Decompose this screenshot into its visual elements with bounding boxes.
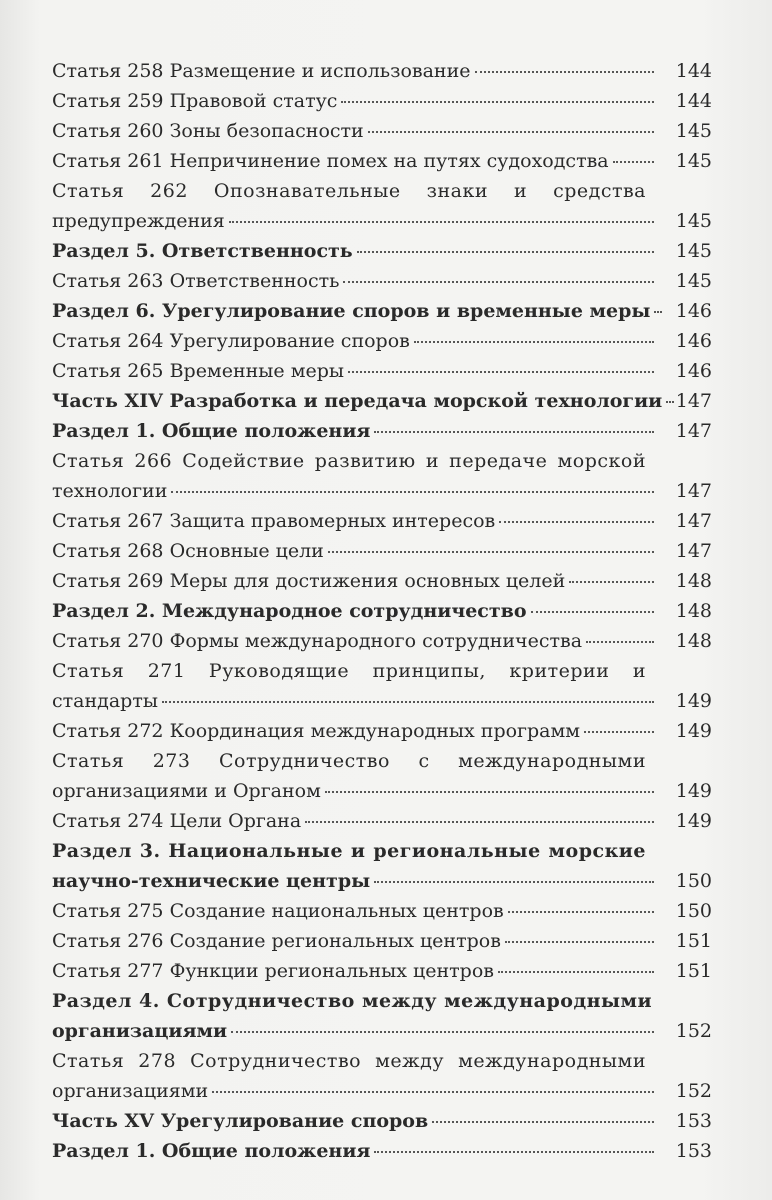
toc-page-number: 147: [675, 390, 712, 412]
toc-entry: [52, 86, 712, 116]
toc-page-number: 146: [675, 300, 712, 322]
toc-entry: [52, 416, 712, 446]
toc-entry-title: Статья 263 Ответственность: [52, 270, 340, 292]
toc-entry-title: Часть XIV Разработка и передача морской технологии: [52, 390, 663, 412]
dot-leader: [368, 131, 654, 133]
toc-page-number: 149: [675, 780, 712, 802]
toc-entry: [52, 236, 712, 266]
toc-entry-title: Статья 264 Урегулирование споров: [52, 330, 410, 352]
dot-leader: [475, 71, 654, 73]
dot-leader: [325, 791, 654, 793]
toc-page-number: 148: [675, 600, 712, 622]
toc-page-number: 151: [675, 930, 712, 952]
toc-entry-title: Статья 277 Функции региональных центров: [52, 960, 494, 982]
dot-leader: [584, 731, 654, 733]
dot-leader: [229, 221, 654, 223]
toc-entry-title-line2: стандарты: [52, 690, 158, 712]
dot-leader: [357, 251, 654, 253]
toc-entry-title-line2: организациями: [52, 1080, 209, 1102]
dot-leader: [343, 281, 654, 283]
toc-entry: [52, 986, 712, 1046]
dot-leader: [348, 371, 654, 373]
toc-entry: [52, 716, 712, 746]
dot-leader: [212, 1091, 654, 1093]
toc-entry: [52, 266, 712, 296]
toc-page-number: 150: [675, 900, 712, 922]
toc-entry: [52, 356, 712, 386]
toc-entry: [52, 806, 712, 836]
dot-leader: [586, 641, 654, 643]
toc-entry: [52, 626, 712, 656]
toc-entry-title-line2: организациями и Органом: [52, 780, 321, 802]
toc-entry: [52, 446, 712, 506]
dot-leader: [374, 881, 654, 883]
toc-page-number: 145: [675, 120, 712, 142]
toc-page-number: 153: [675, 1140, 712, 1162]
toc-entry: [52, 326, 712, 356]
toc-page-number: 144: [675, 60, 712, 82]
toc-entry: [52, 1046, 712, 1106]
toc-entry-title: Раздел 2. Международное сотрудничество: [52, 600, 527, 622]
toc-entry: [52, 296, 712, 326]
toc-entry-title: Статья 265 Временные меры: [52, 360, 344, 382]
toc-entry: [52, 656, 712, 716]
toc-entry: [52, 926, 712, 956]
dot-leader: [613, 161, 654, 163]
toc-page-number: 147: [675, 420, 712, 442]
toc-entry: [52, 386, 712, 416]
dot-leader: [414, 341, 654, 343]
toc-entry-title: Статья 268 Основные цели: [52, 540, 324, 562]
toc-entry-title-line1: Раздел 3. Национальные и региональные морские: [52, 840, 646, 862]
toc-entry-title-line1: Статья 273 Сотрудничество с международными: [52, 750, 646, 772]
dot-leader: [305, 821, 654, 823]
toc-entry-title: Статья 270 Формы международного сотрудничества: [52, 630, 583, 652]
toc-page-number: 144: [675, 90, 712, 112]
dot-leader: [432, 1121, 654, 1123]
toc-entry-title-line2: предупреждения: [52, 210, 225, 232]
toc-page-number: 145: [675, 270, 712, 292]
toc-page-number: 149: [675, 690, 712, 712]
toc-entry-title-line2: научно-технические центры: [52, 870, 371, 892]
toc-entry-title: Раздел 6. Урегулирование споров и временные меры: [52, 300, 651, 322]
toc-entry-title: Статья 259 Правовой статус: [52, 90, 338, 112]
dot-leader: [531, 611, 654, 613]
toc-entry-title: Раздел 1. Общие положения: [52, 1140, 371, 1162]
toc-entry-title: Статья 260 Зоны безопасности: [52, 120, 364, 142]
dot-leader: [505, 941, 654, 943]
toc-entry-title: Статья 276 Создание региональных центров: [52, 930, 501, 952]
toc-entry: [52, 836, 712, 896]
toc-page-number: 149: [675, 810, 712, 832]
toc-page-number: 149: [675, 720, 712, 742]
toc-page-number: 148: [675, 570, 712, 592]
table-of-contents: [52, 56, 712, 1166]
toc-entry-title: Статья 258 Размещение и использование: [52, 60, 471, 82]
toc-entry-title-line1: Статья 271 Руководящие принципы, критерии и: [52, 660, 646, 682]
dot-leader: [231, 1031, 654, 1033]
toc-entry: [52, 506, 712, 536]
toc-entry: [52, 746, 712, 806]
toc-page-number: 146: [675, 360, 712, 382]
toc-page-number: 147: [675, 480, 712, 502]
toc-entry-title-line2: организациями: [52, 1020, 228, 1042]
dot-leader: [569, 581, 654, 583]
toc-page-number: 147: [675, 540, 712, 562]
dot-leader: [374, 431, 654, 433]
toc-entry-title: Статья 267 Защита правомерных интересов: [52, 510, 496, 532]
toc-entry: [52, 1106, 712, 1136]
toc-entry-title-line1: Статья 266 Содействие развитию и передаче морской: [52, 450, 646, 472]
toc-page-number: 145: [675, 240, 712, 262]
toc-entry-title-line1: Раздел 4. Сотрудничество между международными: [52, 990, 653, 1012]
toc-entry: [52, 146, 712, 176]
toc-entry: [52, 956, 712, 986]
toc-page-number: 151: [675, 960, 712, 982]
toc-page-number: 147: [675, 510, 712, 532]
dot-leader: [498, 971, 654, 973]
toc-entry: [52, 596, 712, 626]
toc-entry-title-line1: Статья 278 Сотрудничество между международными: [52, 1050, 646, 1072]
dot-leader: [374, 1151, 654, 1153]
dot-leader: [162, 701, 654, 703]
toc-entry-title: Раздел 5. Ответственность: [52, 240, 353, 262]
toc-page-number: 145: [675, 210, 712, 232]
toc-entry-title: Часть XV Урегулирование споров: [52, 1110, 429, 1132]
dot-leader: [341, 101, 654, 103]
toc-page-number: 150: [675, 870, 712, 892]
toc-entry: [52, 536, 712, 566]
toc-entry-title: Статья 274 Цели Органа: [52, 810, 302, 832]
toc-page-number: 145: [675, 150, 712, 172]
toc-entry-title: Раздел 1. Общие положения: [52, 420, 371, 442]
toc-entry: [52, 176, 712, 236]
dot-leader: [499, 521, 654, 523]
toc-page-number: 153: [675, 1110, 712, 1132]
toc-entry: [52, 1136, 712, 1166]
dot-leader: [328, 551, 654, 553]
toc-entry-title-line1: Статья 262 Опознавательные знаки и средства: [52, 180, 646, 202]
toc-page-number: 146: [675, 330, 712, 352]
toc-entry-title: Статья 269 Меры для достижения основных целей: [52, 570, 566, 592]
toc-entry-title-line2: технологии: [52, 480, 168, 502]
toc-page-number: 152: [675, 1020, 712, 1042]
toc-entry-title: Статья 275 Создание национальных центров: [52, 900, 504, 922]
dot-leader: [508, 911, 654, 913]
toc-entry: [52, 116, 712, 146]
toc-entry-title: Статья 261 Непричинение помех на путях судоходства: [52, 150, 609, 172]
toc-page-number: 148: [675, 630, 712, 652]
toc-entry: [52, 56, 712, 86]
toc-entry-title: Статья 272 Координация международных программ: [52, 720, 581, 742]
toc-page-number: 152: [675, 1080, 712, 1102]
dot-leader: [171, 491, 654, 493]
toc-entry: [52, 896, 712, 926]
toc-entry: [52, 566, 712, 596]
